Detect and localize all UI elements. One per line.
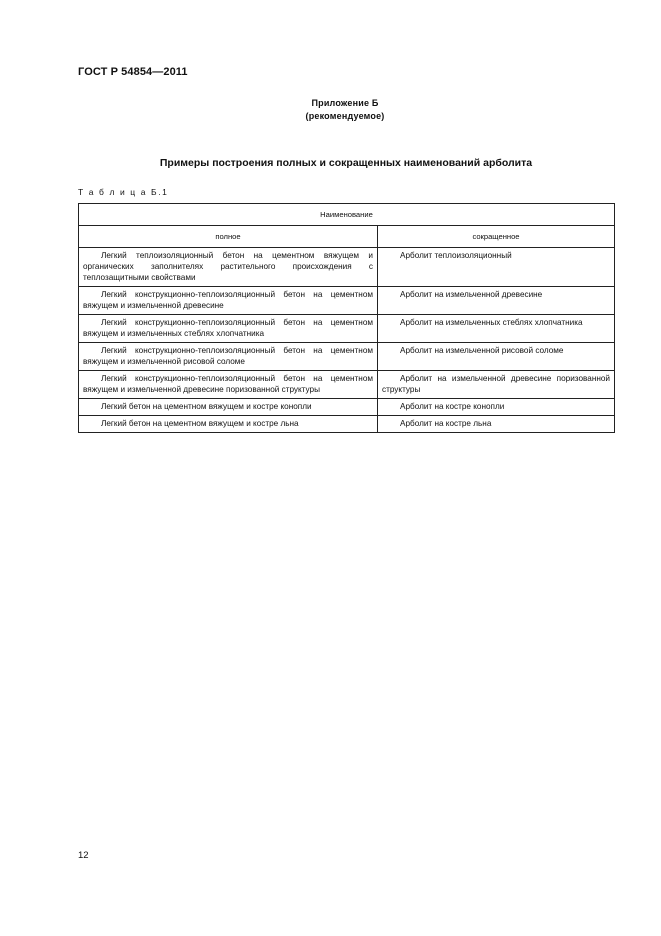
cell-full-name: Легкий конструкционно-теплоизоляционный бетон на цементном вяжущем и измельченной древесине поризованной структуры	[79, 371, 378, 399]
column-header-full: полное	[79, 226, 378, 248]
cell-short-name: Арболит на измельченной древесине	[378, 287, 615, 315]
appendix-title: Приложение Б	[311, 98, 379, 108]
table-group-header: Наименование	[79, 204, 615, 226]
table-row	[79, 287, 615, 315]
cell-full-name: Легкий конструкционно-теплоизоляционный бетон на цементном вяжущем и измельченной древесине	[79, 287, 378, 315]
cell-full-name: Легкий конструкционно-теплоизоляционный бетон на цементном вяжущем и измельченной рисовой соломе	[79, 343, 378, 371]
cell-full-name: Легкий бетон на цементном вяжущем и костре льна	[79, 416, 378, 433]
table-row	[79, 248, 615, 287]
cell-short-name: Арболит на измельченной древесине поризованной структуры	[378, 371, 615, 399]
column-header-short: сокращенное	[378, 226, 615, 248]
document-title: Примеры построения полных и сокращенных наименований арболита	[159, 157, 533, 169]
appendix-heading	[0, 97, 661, 123]
cell-full-name: Легкий теплоизоляционный бетон на цементном вяжущем и органических заполнителях растительного происхождения с теплозащитными свойствами	[79, 248, 378, 287]
table-row	[79, 371, 615, 399]
appendix-status: (рекомендуемое)	[305, 111, 385, 121]
cell-short-name: Арболит на костре льна	[378, 416, 615, 433]
table-row	[79, 315, 615, 343]
cell-full-name: Легкий бетон на цементном вяжущем и костре конопли	[79, 399, 378, 416]
cell-short-name: Арболит на измельченных стеблях хлопчатника	[378, 315, 615, 343]
cell-short-name: Арболит на измельченной рисовой соломе	[378, 343, 615, 371]
table-row	[79, 343, 615, 371]
page-number: 12	[78, 850, 89, 861]
cell-full-name: Легкий конструкционно-теплоизоляционный бетон на цементном вяжущем и измельченных стеблях хлопчатника	[79, 315, 378, 343]
cell-short-name: Арболит теплоизоляционный	[378, 248, 615, 287]
document-code: ГОСТ Р 54854—2011	[78, 66, 188, 78]
table-row	[79, 416, 615, 433]
cell-short-name: Арболит на костре конопли	[378, 399, 615, 416]
names-table	[78, 203, 615, 433]
table-row	[79, 399, 615, 416]
table-caption: Т а б л и ц а Б.1	[78, 187, 169, 197]
